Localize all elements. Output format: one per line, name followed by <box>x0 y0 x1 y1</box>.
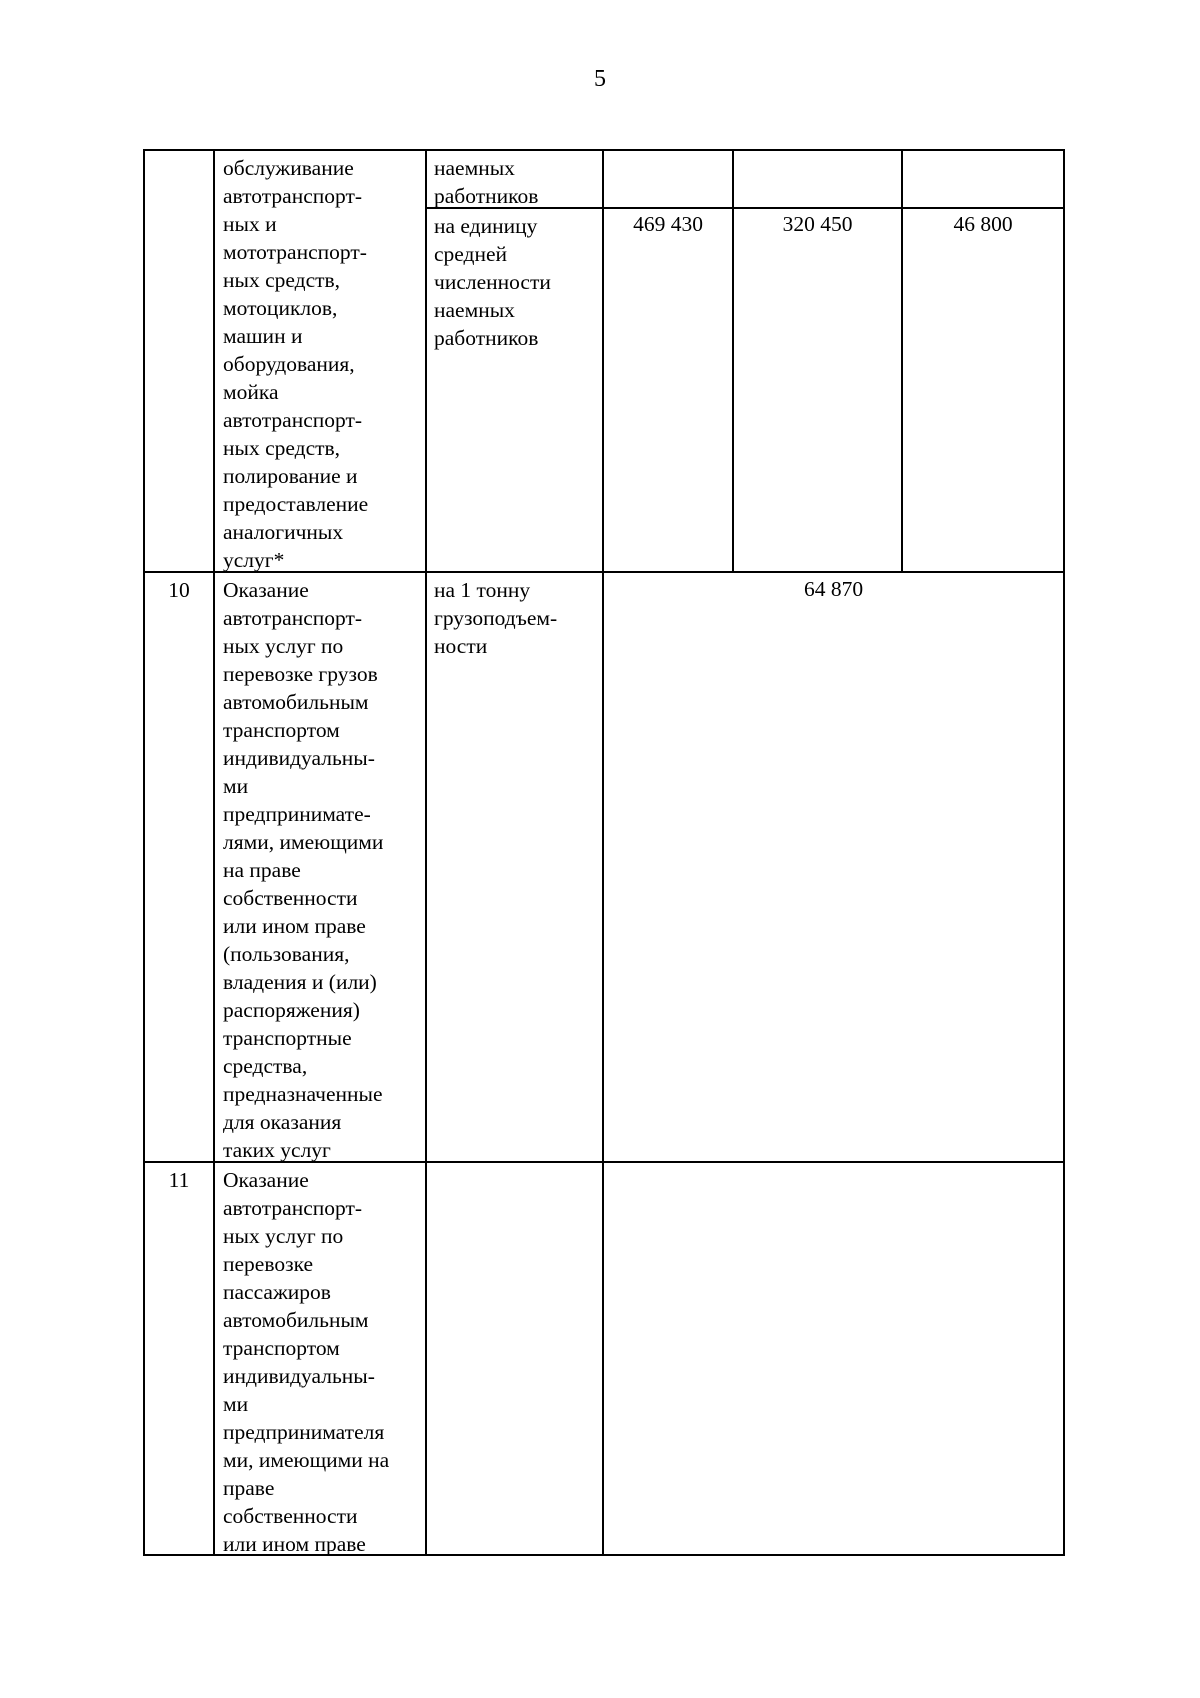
col-divider-unit <box>602 149 604 1556</box>
activity-cell-continued: обслуживание автотранспорт- ных и мототранспорт- ных средств, мотоциклов, машин и оборудования, мойка автотранспорт- ных средств, полирование и предоставление аналогичных услуг* <box>223 156 369 572</box>
unit-cell-10: на 1 тонну грузоподъем- ности <box>434 578 558 658</box>
row-number-11: 11 <box>168 1168 190 1192</box>
unit-cell-continued-bottom: на единицу средней численности наемных работников <box>434 214 551 350</box>
row-number-10: 10 <box>168 578 190 602</box>
table-border-left <box>143 149 145 1556</box>
value-cell-10: 64 870 <box>803 577 864 601</box>
value-cell-3: 46 800 <box>953 212 1013 236</box>
col-divider-activity <box>425 149 427 1556</box>
col-divider-number <box>213 149 215 1556</box>
page-number: 5 <box>594 66 606 92</box>
table-border-top <box>143 149 1065 151</box>
activity-cell-11: Оказание автотранспорт- ных услуг по перевозке пассажиров автомобильным транспортом индивидуальны- ми предпринимателя ми, имеющими на праве собственности или ином праве <box>223 1168 390 1556</box>
unit-cell-continued-top: наемных работников <box>434 156 539 208</box>
value-cell-1: 469 430 <box>633 212 703 236</box>
value-cell-2: 320 450 <box>782 212 853 236</box>
table-border-right <box>1063 149 1065 1556</box>
activity-cell-10: Оказание автотранспорт- ных услуг по перевозке грузов автомобильным транспортом индивидуальны- ми предпринимате- лями, имеющими на праве собственности или ином праве (пользования, владения и (или) распоряжения) транспортные средства, предназначенные для оказания таких услуг <box>223 578 384 1162</box>
